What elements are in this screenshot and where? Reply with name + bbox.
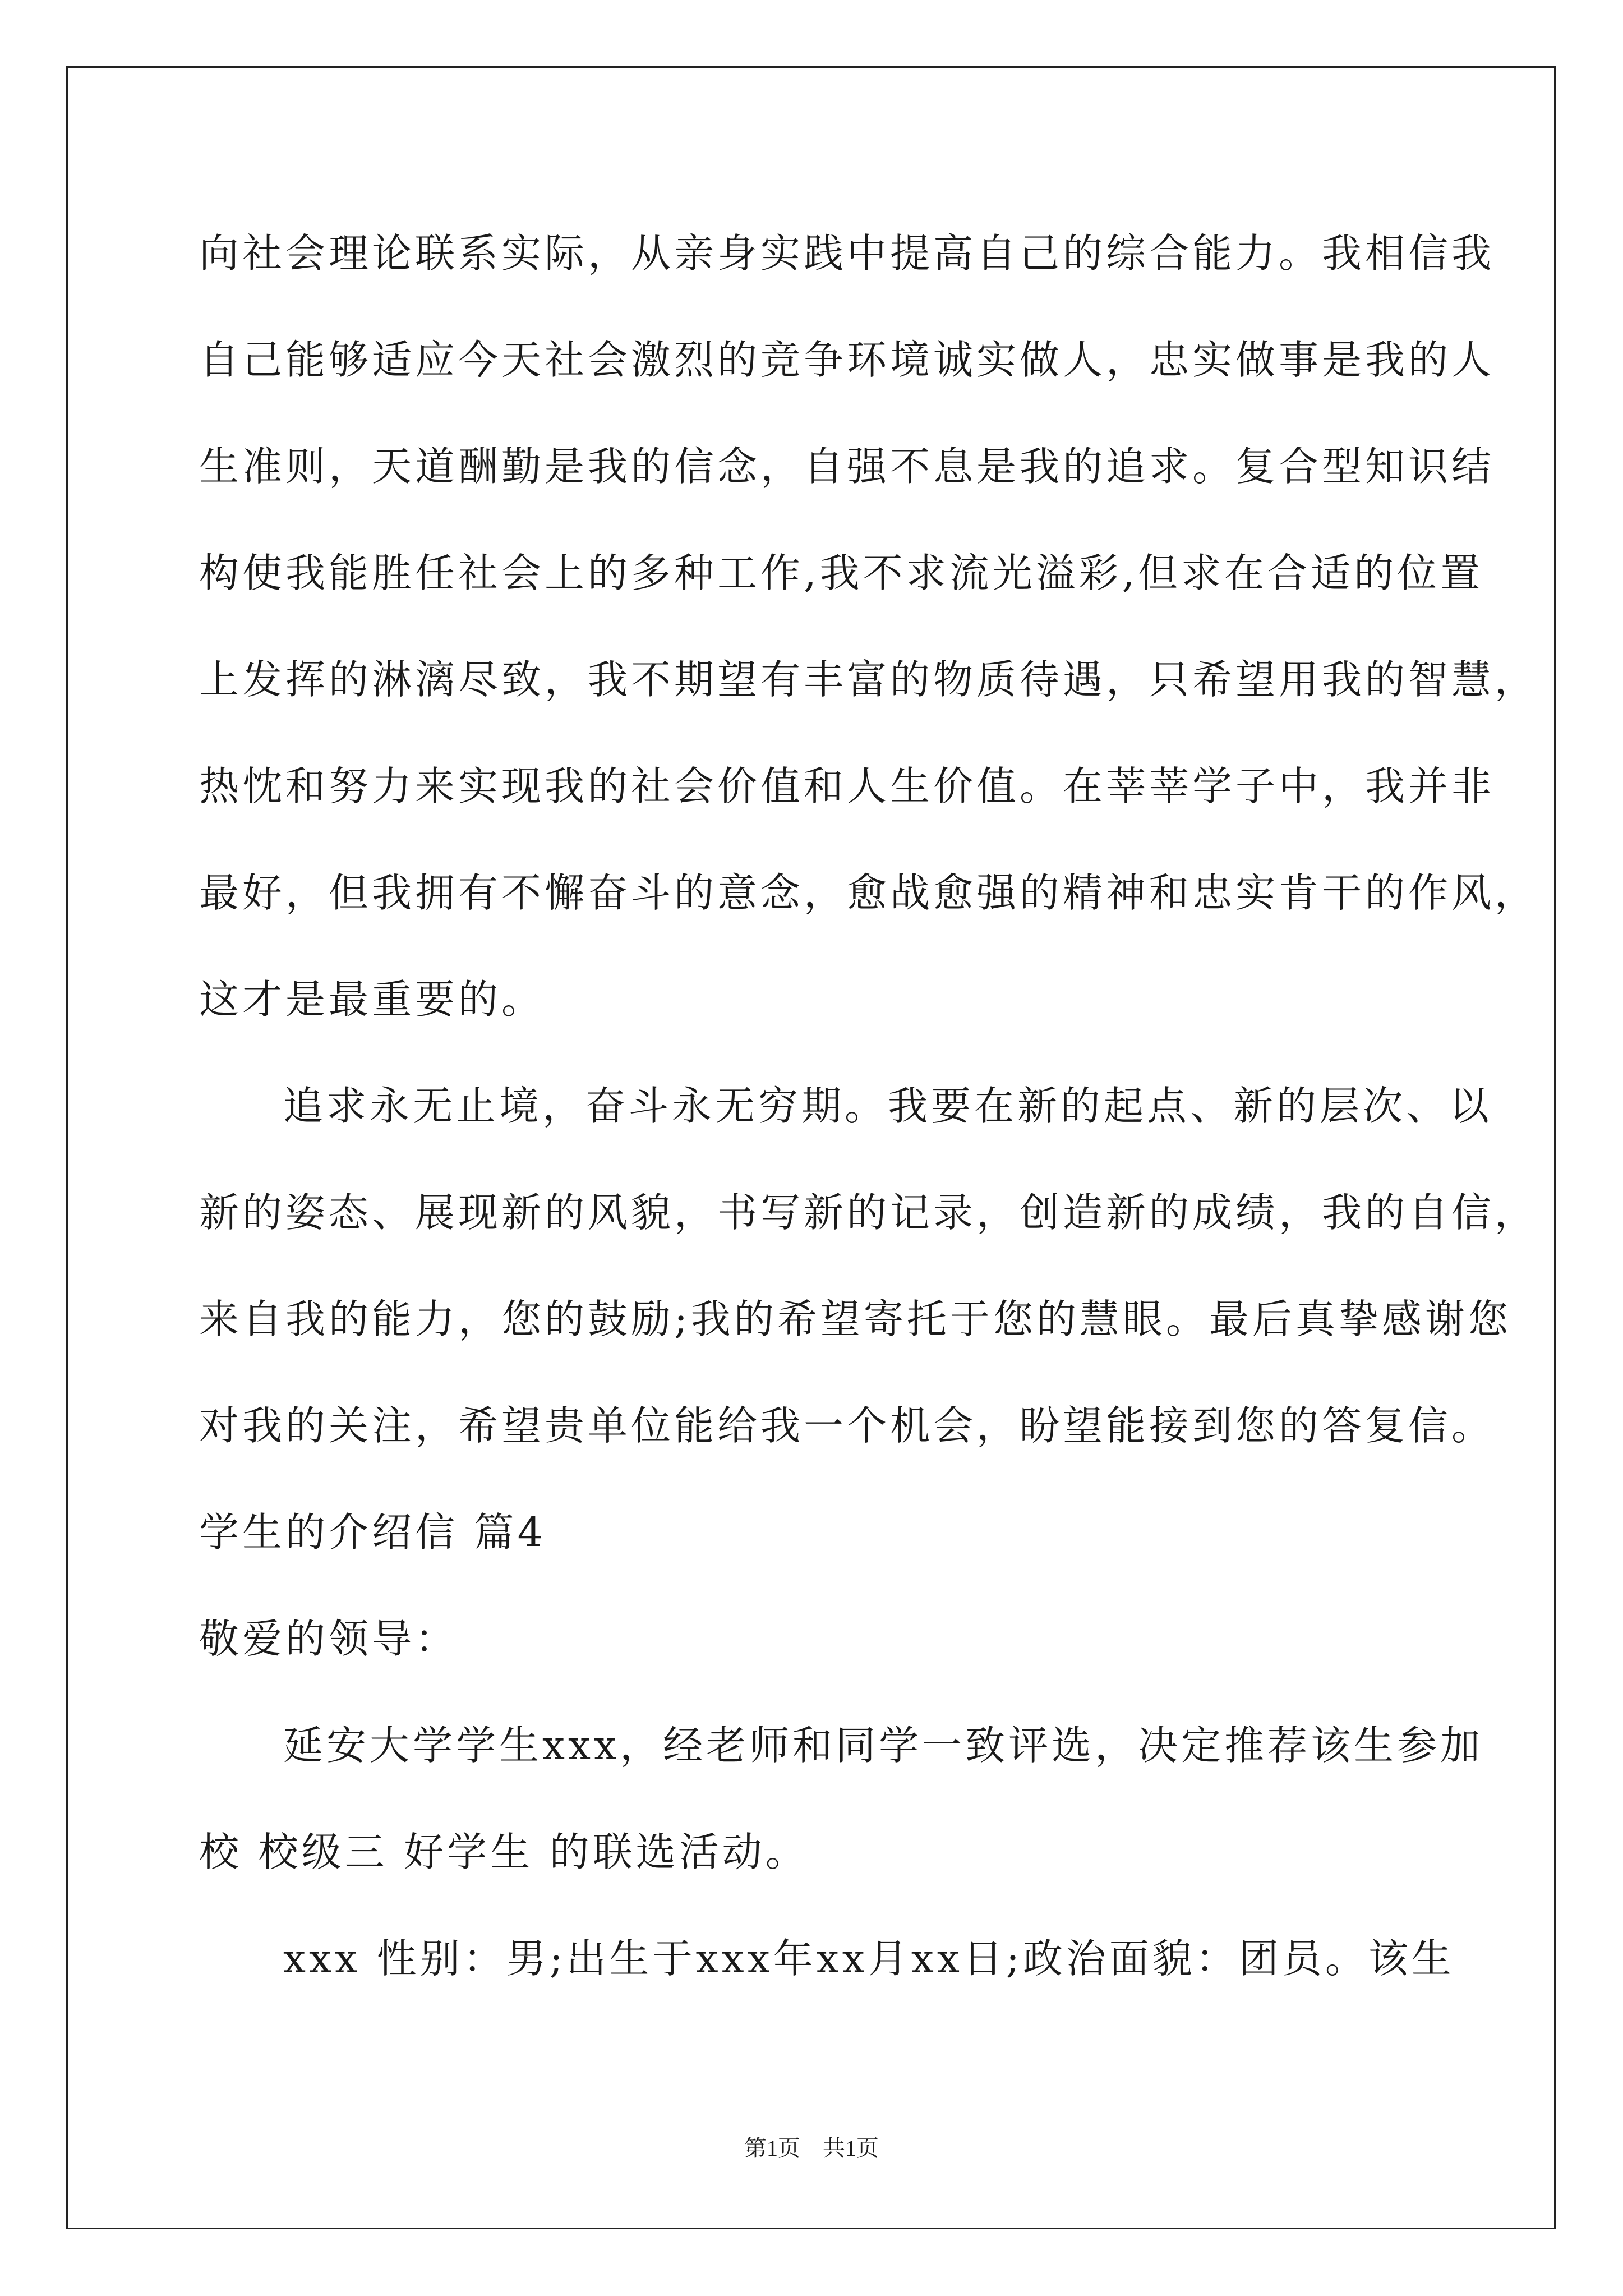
text-line: 这才是最重要的。: [199, 976, 545, 1023]
text-line: 热忱和努力来实现我的社会价值和人生价值。在莘莘学子中，我并非: [199, 763, 1495, 809]
text-line: 新的姿态、展现新的风貌，书写新的记录，创造新的成绩，我的自信，: [199, 1189, 1538, 1236]
text-line: 来自我的能力，您的鼓励;我的希望寄托于您的慧眼。最后真挚感谢您: [199, 1296, 1511, 1342]
text-line: 对我的关注，希望贵单位能给我一个机会，盼望能接到您的答复信。: [199, 1402, 1495, 1449]
text-line: 自己能够适应今天社会激烈的竞争环境诚实做人，忠实做事是我的人: [199, 337, 1495, 383]
text-line: 上发挥的淋漓尽致，我不期望有丰富的物质待遇，只希望用我的智慧，: [199, 656, 1538, 703]
text-line: 生准则，天道酬勤是我的信念，自强不息是我的追求。复合型知识结: [199, 443, 1495, 490]
text-line: 校 校级三 好学生 的联选活动。: [199, 1829, 809, 1875]
text-line: 向社会理论联系实际，从亲身实践中提高自己的综合能力。我相信我: [199, 230, 1495, 277]
paragraph-start-line: 延安大学学生xxx，经老师和同学一致评选，决定推荐该生参加: [283, 1722, 1484, 1769]
paragraph-start-line: xxx 性别：男;出生于xxx年xx月xx日;政治面貌：团员。该生: [283, 1935, 1455, 1982]
text-line: 构使我能胜任社会上的多种工作,我不求流光溢彩,但求在合适的位置: [199, 550, 1484, 596]
salutation: 敬爱的领导：: [199, 1616, 459, 1662]
text-line: 最好，但我拥有不懈奋斗的意念，愈战愈强的精神和忠实肯干的作风，: [199, 869, 1538, 916]
paragraph-start-line: 追求永无止境，奋斗永无穷期。我要在新的起点、新的层次、以: [283, 1083, 1493, 1129]
page-number-footer: 第1页 共1页: [744, 2136, 879, 2161]
section-heading: 学生的介绍信 篇4: [199, 1509, 546, 1556]
page-border: [66, 66, 1556, 2229]
